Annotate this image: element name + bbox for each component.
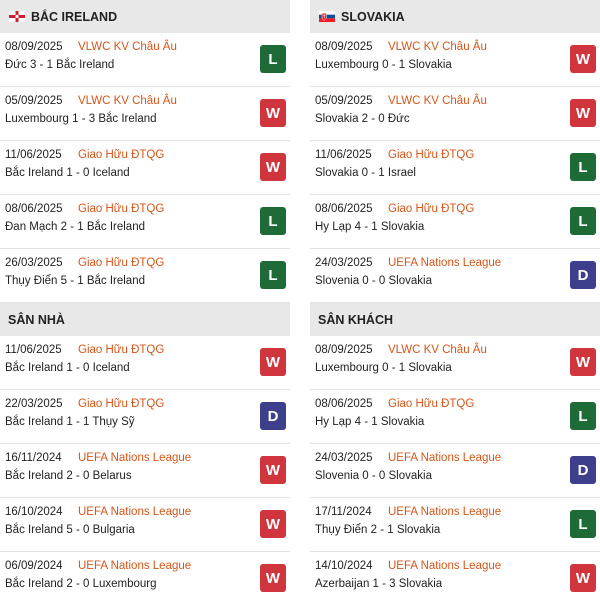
match-row[interactable]	[0, 87, 290, 141]
match-date: 24/03/2025	[315, 452, 373, 464]
match-row[interactable]	[0, 249, 290, 303]
match-score: Đan Mạch 2 - 1 Bắc Ireland	[5, 221, 145, 233]
venue-title: SÂN KHÁCH	[318, 312, 393, 327]
result-badge: W	[260, 456, 286, 484]
match-date: 08/09/2025	[315, 344, 373, 356]
match-row[interactable]	[0, 33, 290, 87]
match-score: Slovenia 0 - 0 Slovakia	[315, 470, 432, 482]
match-competition[interactable]: VLWC KV Châu Âu	[78, 95, 177, 107]
result-badge: L	[260, 207, 286, 235]
match-row[interactable]	[310, 87, 600, 141]
match-row[interactable]	[310, 249, 600, 303]
match-competition[interactable]: Giao Hữu ĐTQG	[78, 149, 165, 161]
match-date: 05/09/2025	[315, 95, 373, 107]
result-badge: W	[570, 99, 596, 127]
match-score: Luxembourg 0 - 1 Slovakia	[315, 59, 452, 71]
result-badge: W	[570, 348, 596, 376]
result-badge: W	[260, 99, 286, 127]
match-score: Slovenia 0 - 0 Slovakia	[315, 275, 432, 287]
match-score: Bắc Ireland 2 - 0 Belarus	[5, 470, 132, 482]
slovakia-flag-icon	[319, 11, 335, 22]
match-row[interactable]	[310, 390, 600, 444]
venue-title: SÂN NHÀ	[8, 312, 65, 327]
match-row[interactable]	[0, 141, 290, 195]
match-score: Thụy Điển 5 - 1 Bắc Ireland	[5, 275, 145, 287]
match-score: Bắc Ireland 5 - 0 Bulgaria	[5, 524, 135, 536]
result-badge: D	[570, 261, 596, 289]
match-competition[interactable]: Giao Hữu ĐTQG	[78, 203, 165, 215]
match-row[interactable]	[310, 552, 600, 593]
match-date: 08/06/2025	[315, 203, 373, 215]
match-competition[interactable]: UEFA Nations League	[78, 560, 192, 572]
northern-ireland-flag-icon	[9, 11, 25, 22]
match-score: Slovakia 0 - 1 Israel	[315, 167, 416, 179]
match-competition[interactable]: Giao Hữu ĐTQG	[388, 203, 475, 215]
match-score: Luxembourg 0 - 1 Slovakia	[315, 362, 452, 374]
home-matches-list	[0, 336, 290, 593]
team-header	[310, 0, 600, 33]
match-score: Azerbaijan 1 - 3 Slovakia	[315, 578, 443, 590]
match-competition[interactable]: UEFA Nations League	[388, 506, 502, 518]
match-date: 08/09/2025	[315, 41, 373, 53]
match-competition[interactable]: Giao Hữu ĐTQG	[388, 149, 475, 161]
match-row[interactable]	[0, 195, 290, 249]
result-badge: D	[260, 402, 286, 430]
match-row[interactable]	[310, 498, 600, 552]
match-date: 14/10/2024	[315, 560, 373, 572]
match-score: Bắc Ireland 2 - 0 Luxembourg	[5, 578, 157, 590]
match-date: 08/06/2025	[315, 398, 373, 410]
match-row[interactable]	[310, 444, 600, 498]
match-score: Hy Lạp 4 - 1 Slovakia	[315, 416, 425, 428]
match-date: 11/06/2025	[315, 149, 372, 161]
match-date: 08/06/2025	[5, 203, 63, 215]
match-date: 11/06/2025	[5, 149, 62, 161]
match-score: Bắc Ireland 1 - 1 Thụy Sỹ	[5, 416, 135, 428]
match-row[interactable]	[310, 33, 600, 87]
team-name: SLOVAKIA	[341, 9, 405, 24]
result-badge: W	[570, 45, 596, 73]
match-date: 08/09/2025	[5, 41, 63, 53]
match-score: Thụy Điển 2 - 1 Slovakia	[315, 524, 441, 536]
match-date: 06/09/2024	[5, 560, 63, 572]
result-badge: L	[260, 261, 286, 289]
match-competition[interactable]: UEFA Nations League	[388, 560, 502, 572]
match-competition[interactable]: VLWC KV Châu Âu	[388, 344, 487, 356]
result-badge: D	[570, 456, 596, 484]
match-competition[interactable]: VLWC KV Châu Âu	[388, 41, 487, 53]
result-badge: W	[570, 564, 596, 592]
match-date: 05/09/2025	[5, 95, 63, 107]
match-row[interactable]	[310, 195, 600, 249]
match-competition[interactable]: VLWC KV Châu Âu	[78, 41, 177, 53]
match-score: Bắc Ireland 1 - 0 Iceland	[5, 362, 130, 374]
match-row[interactable]	[0, 390, 290, 444]
result-badge: W	[260, 348, 286, 376]
result-badge: L	[260, 45, 286, 73]
match-date: 24/03/2025	[315, 257, 373, 269]
recent-matches-list	[310, 33, 600, 303]
match-date: 26/03/2025	[5, 257, 63, 269]
match-row[interactable]	[0, 498, 290, 552]
match-score: Bắc Ireland 1 - 0 Iceland	[5, 167, 130, 179]
match-row[interactable]	[310, 141, 600, 195]
slovakia-column	[310, 0, 600, 593]
result-badge: L	[570, 153, 596, 181]
match-date: 22/03/2025	[5, 398, 63, 410]
match-date: 11/06/2025	[5, 344, 62, 356]
away-venue-header	[310, 303, 600, 336]
match-competition[interactable]: Giao Hữu ĐTQG	[388, 398, 475, 410]
match-competition[interactable]: UEFA Nations League	[78, 452, 192, 464]
match-row[interactable]	[310, 336, 600, 390]
match-competition[interactable]: UEFA Nations League	[388, 452, 502, 464]
northern-ireland-column	[0, 0, 290, 593]
recent-matches-list	[0, 33, 290, 303]
result-badge: L	[570, 510, 596, 538]
team-header	[0, 0, 290, 33]
match-competition[interactable]: Giao Hữu ĐTQG	[78, 344, 165, 356]
match-score: Đức 3 - 1 Bắc Ireland	[5, 59, 115, 71]
match-date: 17/11/2024	[315, 506, 372, 518]
match-score: Luxembourg 1 - 3 Bắc Ireland	[5, 113, 157, 125]
match-score: Slovakia 2 - 0 Đức	[315, 113, 410, 125]
result-badge: W	[260, 153, 286, 181]
result-badge: W	[260, 564, 286, 592]
match-competition[interactable]: Giao Hữu ĐTQG	[78, 257, 165, 269]
match-row[interactable]	[0, 336, 290, 390]
match-competition[interactable]: UEFA Nations League	[78, 506, 192, 518]
team-name: BẮC IRELAND	[31, 9, 118, 24]
match-date: 16/11/2024	[5, 452, 62, 464]
result-badge: L	[570, 402, 596, 430]
match-date: 16/10/2024	[5, 506, 63, 518]
match-competition[interactable]: VLWC KV Châu Âu	[388, 95, 487, 107]
match-competition[interactable]: UEFA Nations League	[388, 257, 502, 269]
match-score: Hy Lạp 4 - 1 Slovakia	[315, 221, 425, 233]
away-matches-list	[310, 336, 600, 593]
result-badge: L	[570, 207, 596, 235]
match-row[interactable]	[0, 552, 290, 593]
match-competition[interactable]: Giao Hữu ĐTQG	[78, 398, 165, 410]
match-row[interactable]	[0, 444, 290, 498]
home-venue-header	[0, 303, 290, 336]
result-badge: W	[260, 510, 286, 538]
